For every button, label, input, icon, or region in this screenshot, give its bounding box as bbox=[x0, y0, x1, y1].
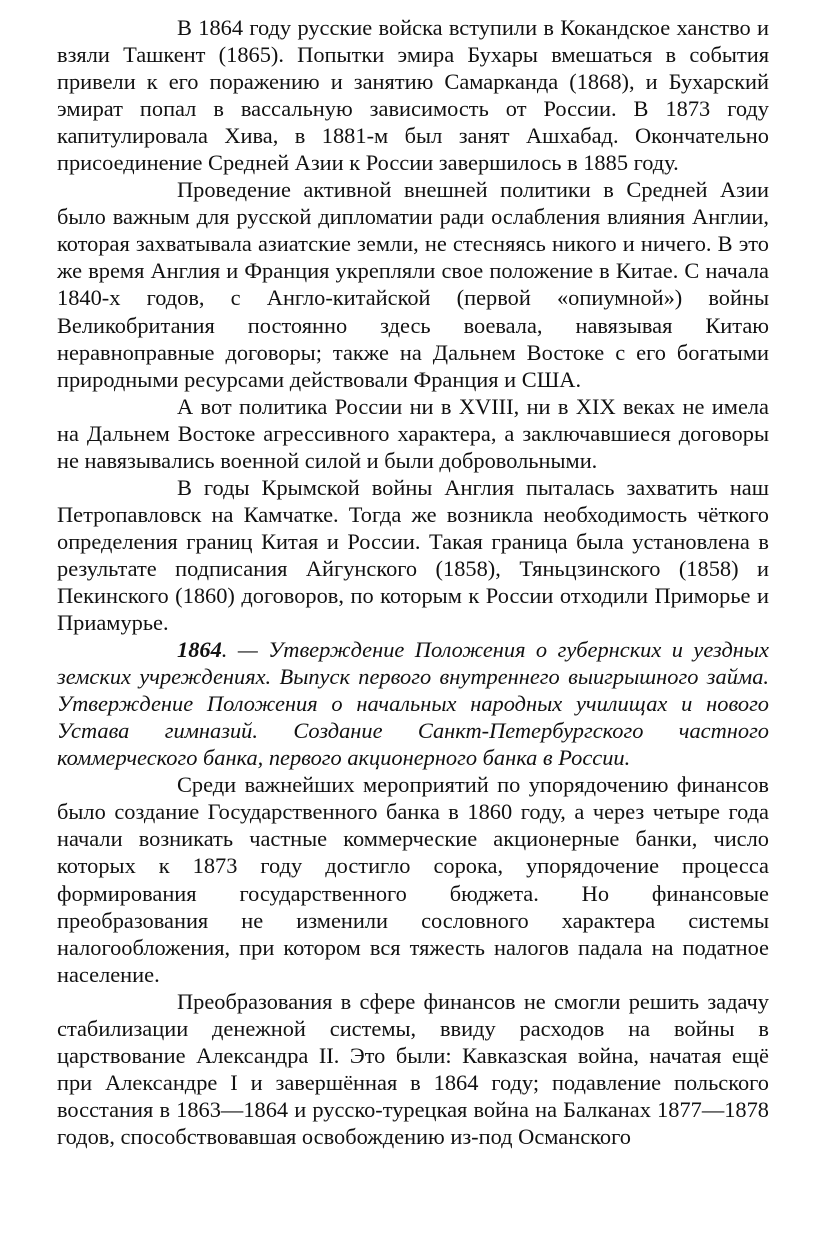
paragraph-crimean-war: В годы Крымской войны Англия пыталась захватить наш Петропавловск на Камчатке. Тогда же возникла необходимость чёткого определения границ Китая и России. Такая граница была установлена в результате подписания Айгунского (1858), Тяньцзинского (1858) и Пекинского (1860) договоров, по которым к России отходили Приморье и Приамурье. bbox=[57, 474, 769, 636]
paragraph-central-asia: В 1864 году русские войска вступили в Кокандское ханство и взяли Ташкент (1865). Попытки эмира Бухары вмешаться в события привели к его поражению и занятию Самарканда (1868), и Бухарский эмират попал в вассальную зависимость от России. В 1873 году капитулировала Хива, в 1881-м был занят Ашхабад. Окончательно присоединение Средней Азии к России завершилось в 1885 году. bbox=[57, 15, 769, 176]
paragraph-monetary-system: Преобразования в сфере финансов не смогли решить задачу стабилизации денежной системы, ввиду расходов на войны в царствование Александра II. Это были: Кавказская война, начатая ещё при Александре I и завершённая в 1864 году; подавление польского восстания в 1863—1864 и русско-турецкая война на Балканах 1877—1878 годов, способствовавшая освобождению из-под Османского bbox=[57, 988, 769, 1149]
event-entry-1864 bbox=[57, 636, 769, 771]
event-text: . — Утверждение Положения о губернских и уездных земских учреждениях. Выпуск первого внутреннего выигрышного займа. Утверждение Положения о начальных народных училищах и нового Устава гимназий. Создание Санкт-Петербургского частного коммерческого банка, первого акционерного банка в России. bbox=[57, 637, 769, 771]
paragraph-far-east: А вот политика России ни в XVIII, ни в XIX веках не имела на Дальнем Востоке агрессивного характера, а заключавшиеся договоры не навязывались военной силой и были добровольными. bbox=[57, 393, 769, 473]
paragraph-finance-reform: Среди важнейших мероприятий по упорядочению финансов было создание Государственного банка в 1860 году, а через четыре года начали возникать частные коммерческие акционерные банки, число которых к 1873 году достигло сорока, упорядочение процесса формирования государственного бюджета. Но финансовые преобразования не изменили сословного характера системы налогообложения, при котором вся тяжесть налогов падала на податное население. bbox=[57, 772, 769, 987]
event-year: 1864 bbox=[177, 637, 222, 663]
paragraph-foreign-policy: Проведение активной внешней политики в Средней Азии было важным для русской дипломатии ради ослабления влияния Англии, которая захватывала азиатские земли, не стесняясь никого и ничего. В это же время Англия и Франция укрепляли свое положение в Китае. С начала 1840-х годов, с Англо-китайской (первой «опиумной») войны Великобритания постоянно здесь воевала, навязывая Китаю неравноправные договоры; также на Дальнем Востоке с его богатыми природными ресурсами действовали Франция и США. bbox=[57, 177, 769, 392]
